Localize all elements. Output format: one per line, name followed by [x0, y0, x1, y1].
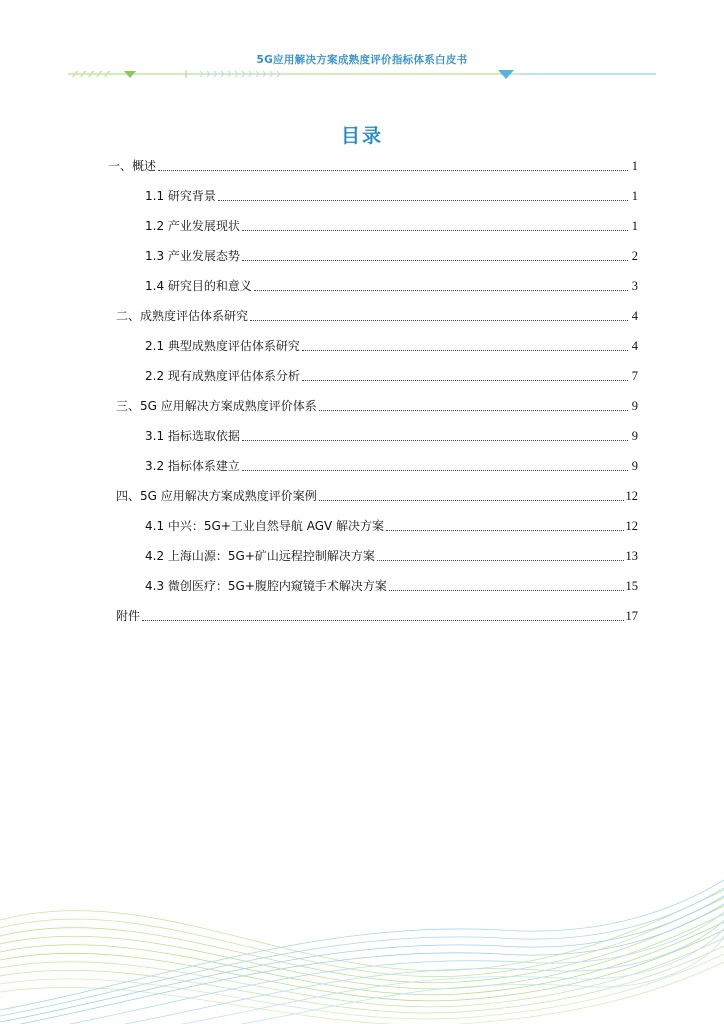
- toc-entry-page: 1: [631, 159, 638, 173]
- document-header-title: 5G应用解决方案成熟度评价指标体系白皮书: [256, 54, 468, 66]
- header-decoration: [0, 62, 724, 86]
- toc-entry-page: 15: [625, 579, 638, 593]
- toc-entry-page: 12: [625, 489, 638, 503]
- toc-entry[interactable]: [145, 458, 638, 474]
- toc-entry-page: 12: [625, 519, 638, 533]
- toc-entry-label: 1.4 研究目的和意义: [145, 279, 252, 293]
- dot-leader: [142, 620, 623, 621]
- dot-leader: [302, 380, 628, 381]
- dot-leader: [158, 170, 628, 171]
- toc-entry-label: 二、成熟度评估体系研究: [116, 309, 249, 323]
- toc-entry-label: 四、5G 应用解决方案成熟度评价案例: [116, 489, 317, 503]
- toc-entry-label: 1.3 产业发展态势: [145, 249, 240, 263]
- toc-entry[interactable]: [116, 608, 638, 624]
- toc-title: 目录: [340, 125, 383, 147]
- dot-leader: [242, 260, 628, 261]
- dot-leader: [242, 230, 628, 231]
- dot-leader: [319, 500, 624, 501]
- footer-wave-decoration: [0, 860, 724, 1024]
- toc-entry[interactable]: [116, 398, 638, 414]
- toc-entry[interactable]: [145, 548, 638, 564]
- toc-entry-page: 1: [631, 219, 638, 233]
- toc-entry[interactable]: [145, 428, 638, 444]
- toc-entry-label: 3.2 指标体系建立: [145, 459, 240, 473]
- toc-entry[interactable]: [145, 518, 638, 534]
- toc-entry[interactable]: [145, 368, 638, 384]
- toc-entry[interactable]: [145, 248, 638, 264]
- dot-leader: [254, 290, 628, 291]
- toc-entry-label: 3.1 指标选取依据: [145, 429, 240, 443]
- toc-entry-label: 1.2 产业发展现状: [145, 219, 240, 233]
- toc-entry-label: 一、概述: [108, 159, 157, 173]
- toc-entry-page: 3: [631, 279, 638, 293]
- toc-entry-label: 2.2 现有成熟度评估体系分析: [145, 369, 300, 383]
- toc-entry[interactable]: [108, 158, 638, 174]
- toc-entry-page: 9: [631, 399, 638, 413]
- toc-entry-page: 17: [625, 609, 638, 623]
- toc-entry-label: 附件: [116, 609, 141, 623]
- toc-entry-page: 1: [631, 189, 638, 203]
- dot-leader: [242, 470, 628, 471]
- toc-entry[interactable]: [145, 578, 638, 594]
- toc-entry-label: 4.1 中兴：5G+工业自然导航 AGV 解决方案: [145, 519, 385, 533]
- dot-leader: [386, 530, 623, 531]
- toc-entry-page: 9: [631, 459, 638, 473]
- toc-entry-page: 13: [625, 549, 638, 563]
- toc-entry-page: 4: [631, 339, 638, 353]
- toc-entry[interactable]: [145, 278, 638, 294]
- toc-entry-label: 4.3 微创医疗：5G+腹腔内窥镜手术解决方案: [145, 579, 387, 593]
- toc-entry-label: 4.2 上海山源：5G+矿山远程控制解决方案: [145, 549, 375, 563]
- dot-leader: [218, 200, 628, 201]
- toc-entry-page: 4: [631, 309, 638, 323]
- toc-entry-label: 1.1 研究背景: [145, 189, 216, 203]
- dot-leader: [242, 440, 628, 441]
- toc-entry-page: 7: [631, 369, 638, 383]
- dot-leader: [377, 560, 624, 561]
- toc-entry[interactable]: [145, 188, 638, 204]
- toc-entry[interactable]: [116, 308, 638, 324]
- dot-leader: [319, 410, 628, 411]
- dot-leader: [389, 590, 624, 591]
- toc-entry-label: 2.1 典型成熟度评估体系研究: [145, 339, 300, 353]
- toc-entry-page: 9: [631, 429, 638, 443]
- dot-leader: [250, 320, 628, 321]
- dot-leader: [302, 350, 628, 351]
- toc-entry[interactable]: [116, 488, 638, 504]
- toc-entry-label: 三、5G 应用解决方案成熟度评价体系: [116, 399, 317, 413]
- toc-entry-page: 2: [631, 249, 638, 263]
- toc-entry[interactable]: [145, 338, 638, 354]
- toc-entry[interactable]: [145, 218, 638, 234]
